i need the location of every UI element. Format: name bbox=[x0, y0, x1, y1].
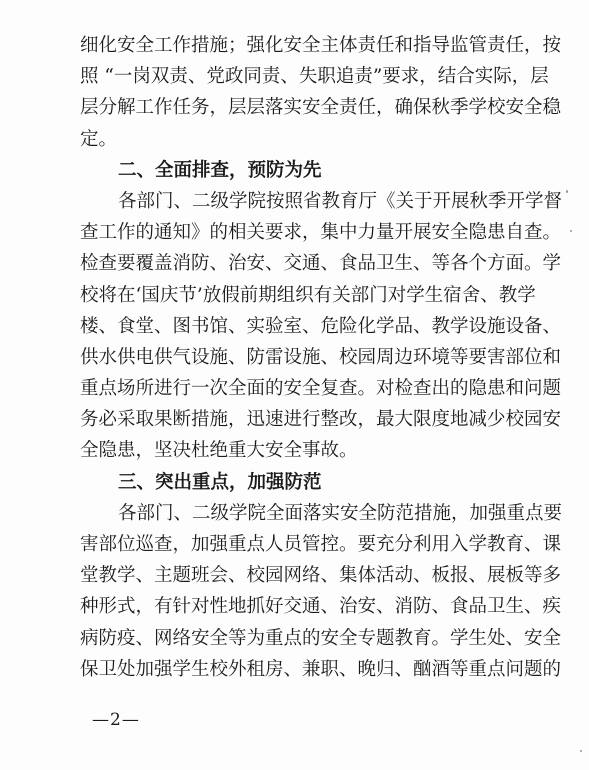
scan-speck bbox=[566, 190, 568, 193]
paragraph-line: 楼、食堂、图书馆、实验室、危险化学品、教学设施设备、 bbox=[80, 315, 562, 337]
paragraph-line: 层分解工作任务，层层落实安全责任，确保秋季学校安全稳 bbox=[80, 97, 562, 119]
paragraph-line: 种形式，有针对性地抓好交通、治安、消防、食品卫生、疾 bbox=[80, 596, 562, 618]
paragraph-line: 检查要覆盖消防、治安、交通、食品卫生、等各个方面。学 bbox=[80, 253, 562, 275]
paragraph-line: 保卫处加强学生校外租房、兼职、晚归、酗酒等重点问题的 bbox=[80, 658, 562, 680]
paragraph-line: 害部位巡查，加强重点人员管控。要充分利用入学教育、课 bbox=[80, 534, 562, 555]
scan-speck bbox=[570, 230, 572, 232]
section-heading-2: 二、全面排查，预防为先 bbox=[118, 159, 322, 181]
paragraph-line: 校将在‘国庆节’放假前期组织有关部门对学生宿舍、教学 bbox=[80, 284, 536, 306]
paragraph-line: 全隐患，坚决杜绝重大安全事故。 bbox=[80, 440, 358, 462]
paragraph-line: 照 “一岗双责、党政同责、失职追责”要求，结合实际，层 bbox=[80, 66, 549, 88]
paragraph-line: 堂教学、主题班会、校园网络、集体活动、板报、展板等多 bbox=[80, 565, 562, 587]
paragraph-line: 查工作的通知》的相关要求，集中力量开展安全隐患自查。 bbox=[80, 222, 562, 244]
paragraph-line: 供水供电供气设施、防雷设施、校园周边环境等要害部位和 bbox=[80, 346, 562, 368]
paragraph-line: 重点场所进行一次全面的安全复查。对检查出的隐患和问题 bbox=[80, 378, 562, 400]
paragraph-line: 各部门、二级学院按照省教育厅《关于开展秋季开学督 bbox=[118, 190, 563, 212]
scan-speck bbox=[580, 750, 582, 752]
paragraph-line: 细化安全工作措施；强化安全主体责任和指导监管责任，按 bbox=[80, 35, 562, 56]
page-number: —2— bbox=[92, 710, 140, 730]
paragraph-line: 各部门、二级学院全面落实安全防范措施，加强重点要 bbox=[118, 502, 563, 524]
document-body bbox=[80, 30, 563, 685]
paragraph-line: 务必采取果断措施，迅速进行整改，最大限度地减少校园安 bbox=[80, 409, 562, 431]
paragraph-line: 定。 bbox=[80, 128, 118, 150]
section-heading-3: 三、突出重点，加强防范 bbox=[118, 471, 322, 493]
paragraph-line: 病防疫、网络安全等为重点的安全专题教育。学生处、安全 bbox=[80, 627, 562, 649]
